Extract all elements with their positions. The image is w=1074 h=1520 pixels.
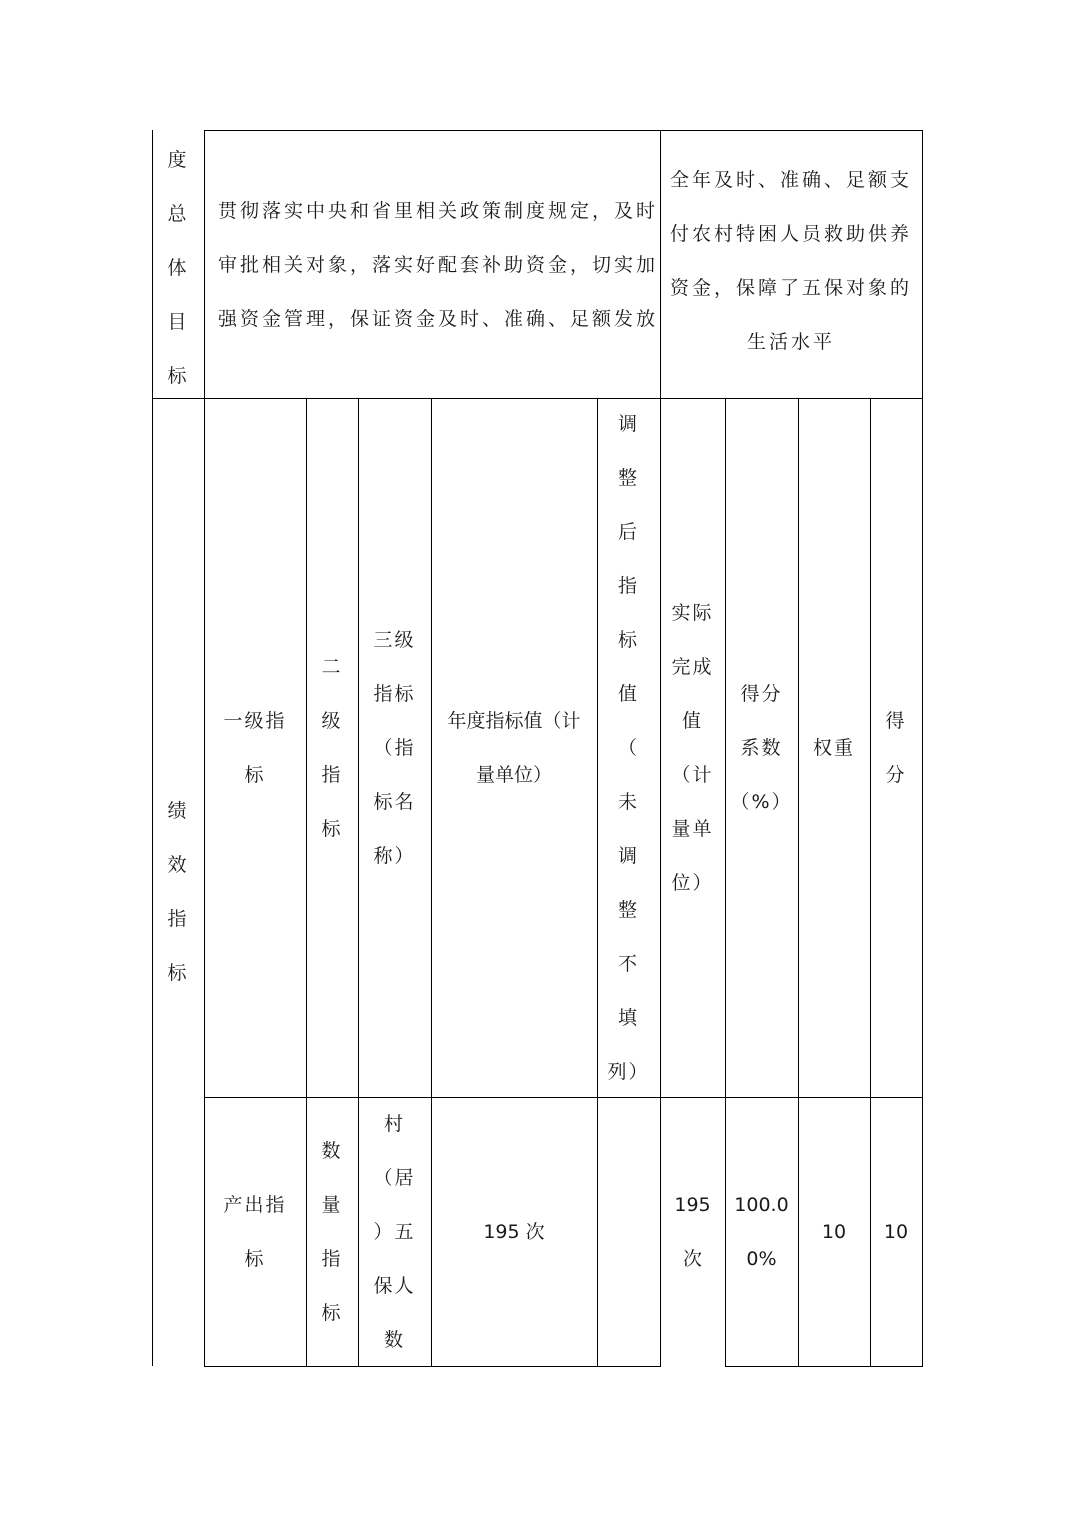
grid-line <box>204 1366 661 1367</box>
row-adjusted-value <box>597 1098 660 1366</box>
header-level1-indicator: 一级指 标 <box>223 710 287 786</box>
header-annual-value: 年度指标值（计 量单位） <box>447 710 581 786</box>
header-score-coefficient: 得分 系数 （%） <box>730 683 793 813</box>
header-level3-indicator: 三级 指标 （指 标名 称） <box>373 629 416 867</box>
grid-line <box>922 130 923 1367</box>
header-actual-value: 实际 完成 值 （计 量单 位） <box>671 602 714 894</box>
row-level1-indicator: 产出指 标 <box>223 1194 287 1270</box>
row-score: 10 <box>883 1221 909 1243</box>
row-annual-value: 195 次 <box>483 1221 545 1243</box>
header-score: 得 分 <box>885 710 907 786</box>
row-level2-indicator: 数 量 指 标 <box>321 1140 343 1324</box>
row-score-coefficient: 100.0 0% <box>734 1194 789 1270</box>
planned-goal-text: 贯彻落实中央和省里相关政策制度规定，及时 审批相关对象，落实好配套补助资金，切实加 强资金管理，保证资金及时、准确、足额发放 <box>218 199 659 330</box>
performance-label: 绩 效 指 标 <box>167 800 189 984</box>
row-level3-indicator: 村 （居 ）五 保人 数 <box>373 1113 416 1351</box>
grid-line <box>725 1366 923 1367</box>
goal-row-label: 度 总 体 目 标 <box>167 149 189 387</box>
header-adjusted-value: 调 整 后 指 标 值 （ 未 调 整 不 填 列） <box>607 413 650 1083</box>
row-actual-value: 195 次 <box>674 1194 711 1270</box>
actual-result-text: 全年及时、准确、足额支 付农村特困人员救助供养 资金，保障了五保对象的 生活水平 <box>669 168 912 353</box>
row-weight: 10 <box>821 1221 847 1243</box>
header-level2-indicator: 二 级 指 标 <box>321 656 343 840</box>
header-weight: 权重 <box>812 737 855 759</box>
